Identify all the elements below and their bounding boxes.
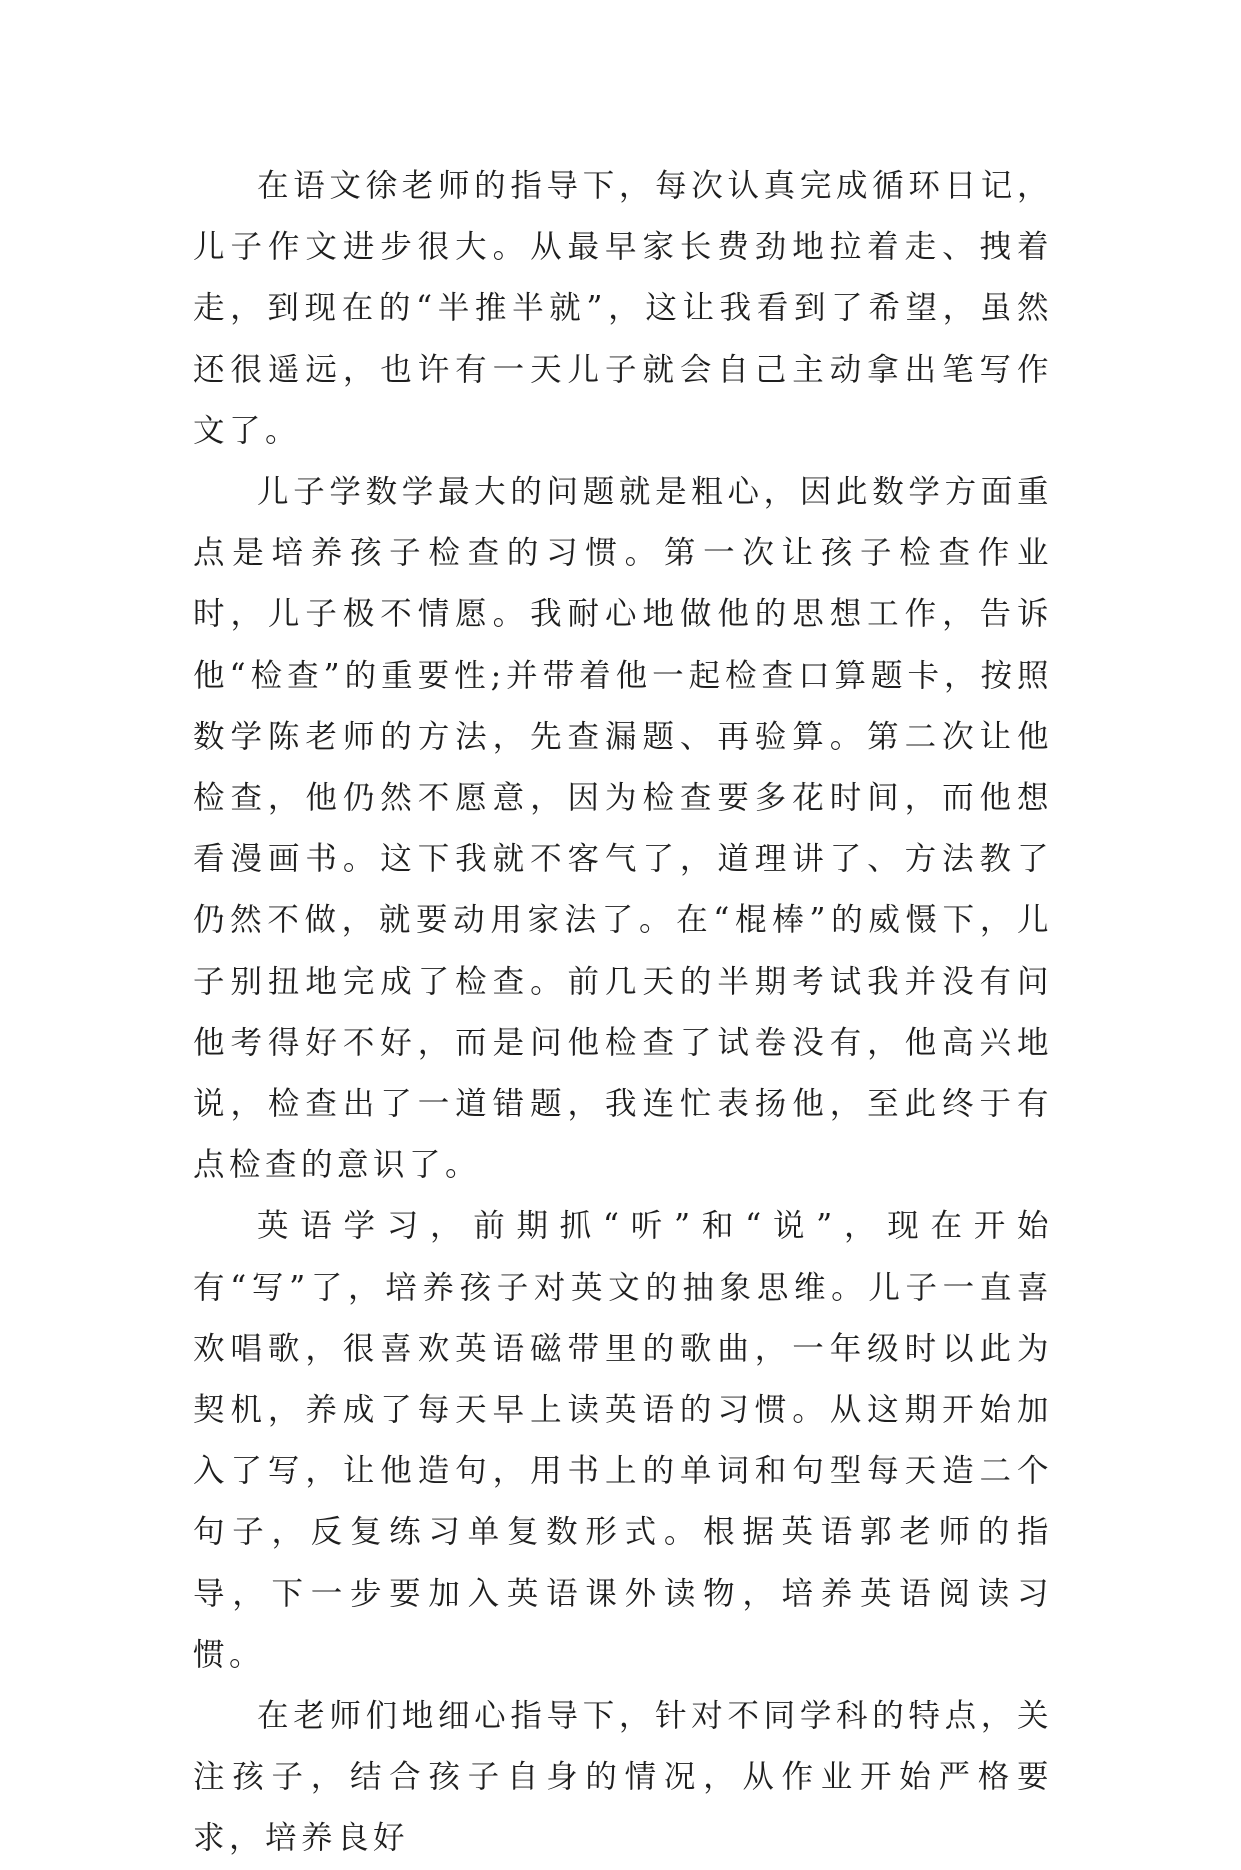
paragraph-teachers-guidance: 在老师们地细心指导下，针对不同学科的特点，关注孩子，结合孩子自身的情况，从作业开始严格要求，培养良好 bbox=[193, 1698, 1053, 1857]
document-body bbox=[193, 156, 1053, 1870]
paragraph-chinese-teacher: 在语文徐老师的指导下，每次认真完成循环日记，儿子作文进步很大。从最早家长费劲地拉着走、拽着走，到现在的“半推半就”，这让我看到了希望，虽然还很遥远，也许有一天儿子就会自己主动拿出笔写作文了。 bbox=[193, 168, 1053, 449]
paragraph-english: 英语学习，前期抓“听”和“说”，现在开始有“写”了，培养孩子对英文的抽象思维。儿子一直喜欢唱歌，很喜欢英语磁带里的歌曲，一年级时以此为契机，养成了每天早上读英语的习惯。从这期开始加入了写，让他造句，用书上的单词和句型每天造二个句子，反复练习单复数形式。根据英语郭老师的指导，下一步要加入英语课外读物，培养英语阅读习惯。 bbox=[193, 1208, 1053, 1673]
paragraph-math: 儿子学数学最大的问题就是粗心，因此数学方面重点是培养孩子检查的习惯。第一次让孩子检查作业时，儿子极不情愿。我耐心地做他的思想工作，告诉他“检查”的重要性;并带着他一起检查口算题卡，按照数学陈老师的方法，先查漏题、再验算。第二次让他检查，他仍然不愿意，因为检查要多花时间，而他想看漫画书。这下我就不客气了，道理讲了、方法教了仍然不做，就要动用家法了。在“棍棒”的威慑下，儿子别扭地完成了检查。前几天的半期考试我并没有问他考得好不好，而是问他检查了试卷没有，他高兴地说，检查出了一道错题，我连忙表扬他，至此终于有点检查的意识了。 bbox=[193, 474, 1053, 1184]
